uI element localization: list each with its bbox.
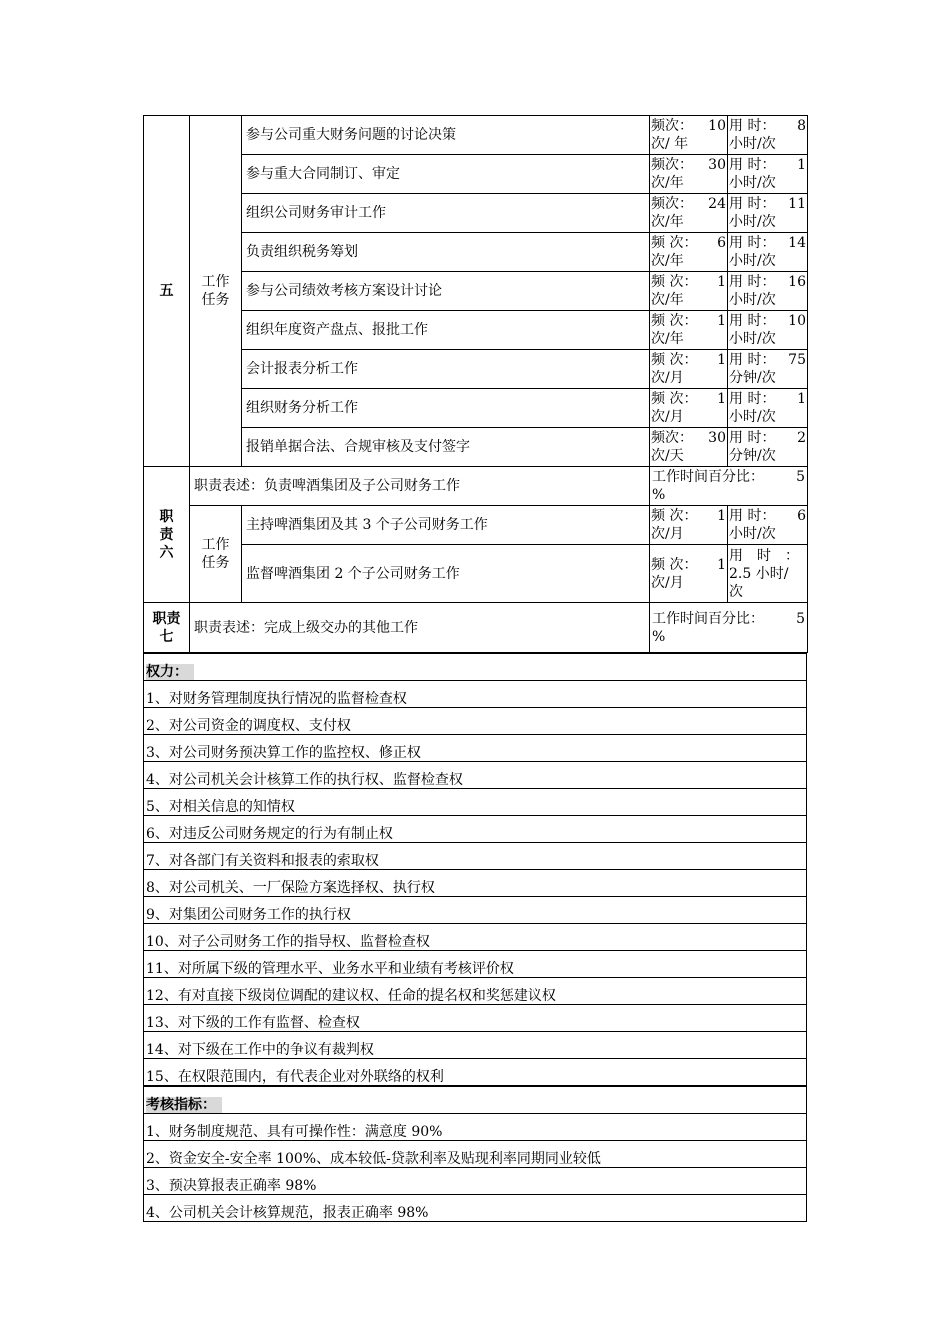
frequency-label: 频 次： <box>651 508 698 524</box>
section-6-label-line-1: 职 <box>159 508 174 525</box>
frequency-label: 频 次： <box>651 556 698 573</box>
duration-label: 用 时： <box>729 430 776 446</box>
task-duration <box>728 350 808 389</box>
duration-unit: 小时/次 <box>729 292 776 308</box>
frequency-value: 1 <box>717 508 726 524</box>
frequency-unit: 次/月 <box>651 574 684 591</box>
task-frequency <box>650 350 728 389</box>
duration-value: 10 <box>788 313 806 329</box>
task-frequency <box>650 545 728 603</box>
frequency-unit: 次/ 年 <box>651 136 689 152</box>
duration-label: 用 时： <box>729 352 776 368</box>
task-row <box>144 389 808 428</box>
frequency-unit: 次/年 <box>651 253 684 269</box>
frequency-unit: 次/天 <box>651 448 684 464</box>
duration-unit: 小时/次 <box>729 526 776 542</box>
frequency-value: 1 <box>717 274 726 290</box>
task-row <box>144 194 808 233</box>
frequency-label: 频次： <box>651 118 693 134</box>
kpi-item: 4、公司机关会计核算规范，报表正确率 98% <box>144 1195 807 1222</box>
section-6-description: 职责表述：负责啤酒集团及子公司财务工作 <box>190 467 650 506</box>
pct-value: 5 <box>796 610 805 627</box>
section-5 <box>144 116 808 467</box>
duration-unit: 小时/次 <box>729 175 776 191</box>
task-text: 参与公司重大财务问题的讨论决策 <box>242 116 650 155</box>
power-item: 5、对相关信息的知情权 <box>144 789 807 816</box>
section-7-label-line-2: 七 <box>159 628 174 645</box>
task-row <box>144 116 808 155</box>
duration-value: 2 <box>797 430 806 446</box>
sub-label-line-1: 工作 <box>201 537 230 553</box>
section-7-description: 职责表述：完成上级交办的其他工作 <box>190 603 650 653</box>
duration-line-3: 次 <box>729 583 743 600</box>
task-row <box>144 311 808 350</box>
duration-label: 用 时： <box>729 118 776 134</box>
duration-unit: 小时/次 <box>729 136 776 152</box>
task-duration <box>728 233 808 272</box>
task-text: 组织公司财务审计工作 <box>242 194 650 233</box>
duration-line-2: 2.5 小时/ <box>729 565 789 582</box>
frequency-label: 频次： <box>651 157 693 173</box>
section-7-label-line-1: 职责 <box>152 610 181 627</box>
duration-value: 8 <box>797 118 806 134</box>
section-6-label-line-2: 责 <box>159 526 174 543</box>
frequency-label: 频 次： <box>651 352 698 368</box>
power-item: 15、在权限范围内，有代表企业对外联络的权利 <box>144 1059 807 1086</box>
duration-unit: 小时/次 <box>729 253 776 269</box>
power-item: 7、对各部门有关资料和报表的索取权 <box>144 843 807 870</box>
frequency-value: 10 <box>708 118 726 134</box>
power-item: 13、对下级的工作有监督、检查权 <box>144 1005 807 1032</box>
sub-label-line-2: 任务 <box>201 292 230 308</box>
task-duration <box>728 194 808 233</box>
frequency-label: 频 次： <box>651 274 698 290</box>
task-frequency <box>650 311 728 350</box>
section-5-label: 五 <box>144 116 190 467</box>
task-row <box>144 233 808 272</box>
frequency-value: 1 <box>717 556 726 573</box>
duration-value: 1 <box>797 157 806 173</box>
task-text: 会计报表分析工作 <box>242 350 650 389</box>
frequency-unit: 次/年 <box>651 292 684 308</box>
task-row <box>144 155 808 194</box>
pct-unit: % <box>652 487 666 503</box>
pct-value: 5 <box>796 469 805 485</box>
task-text: 组织年度资产盘点、报批工作 <box>242 311 650 350</box>
frequency-unit: 次/年 <box>651 331 684 347</box>
task-duration <box>728 428 808 467</box>
task-duration <box>728 272 808 311</box>
duration-value: 75 <box>788 352 806 368</box>
power-item: 1、对财务管理制度执行情况的监督检查权 <box>144 681 807 708</box>
frequency-label: 频 次： <box>651 391 698 407</box>
duration-value: 11 <box>788 196 806 212</box>
duration-unit: 分钟/次 <box>729 370 776 386</box>
power-item: 12、有对直接下级岗位调配的建议权、任命的提名权和奖惩建议权 <box>144 978 807 1005</box>
frequency-value: 24 <box>708 196 726 212</box>
task-text: 监督啤酒集团 2 个子公司财务工作 <box>242 545 650 603</box>
section-6-sub-label <box>190 506 242 603</box>
task-frequency <box>650 272 728 311</box>
kpi-item: 1、财务制度规范、具有可操作性：满意度 90% <box>144 1114 807 1141</box>
task-frequency <box>650 116 728 155</box>
powers-table <box>143 653 807 1086</box>
pct-label: 工作时间百分比： <box>652 610 764 627</box>
task-frequency <box>650 194 728 233</box>
task-duration <box>728 116 808 155</box>
duration-value: 1 <box>797 391 806 407</box>
task-text: 组织财务分析工作 <box>242 389 650 428</box>
duties-table <box>143 115 808 653</box>
task-text: 负责组织税务筹划 <box>242 233 650 272</box>
duration-unit: 分钟/次 <box>729 448 776 464</box>
frequency-label: 频 次： <box>651 313 698 329</box>
frequency-unit: 次/年 <box>651 214 684 230</box>
duration-unit: 小时/次 <box>729 409 776 425</box>
power-item: 3、对公司财务预决算工作的监控权、修正权 <box>144 735 807 762</box>
kpi-header-text: 考核指标： <box>146 1097 222 1113</box>
duration-value: 14 <box>788 235 806 251</box>
pct-unit: % <box>652 628 666 645</box>
frequency-unit: 次/月 <box>651 526 684 542</box>
task-text: 参与重大合同制订、审定 <box>242 155 650 194</box>
sub-label-line-1: 工作 <box>201 274 230 290</box>
frequency-value: 30 <box>708 157 726 173</box>
job-description-page <box>143 115 807 1222</box>
power-item: 2、对公司资金的调度权、支付权 <box>144 708 807 735</box>
section-5-sub-label <box>190 116 242 467</box>
frequency-unit: 次/年 <box>651 175 684 191</box>
kpi-item: 3、预决算报表正确率 98% <box>144 1168 807 1195</box>
power-item: 6、对违反公司财务规定的行为有制止权 <box>144 816 807 843</box>
powers-header-text: 权力： <box>146 664 194 680</box>
pct-label: 工作时间百分比： <box>652 469 764 485</box>
task-frequency <box>650 389 728 428</box>
duration-label: 用 时： <box>729 235 776 251</box>
duration-label: 用 时： <box>729 274 776 290</box>
duration-value: 6 <box>797 508 806 524</box>
duration-label: 用 时： <box>729 508 776 524</box>
section-6-time-percentage <box>650 467 808 506</box>
duration-line-1: 用 时 ： <box>729 547 799 564</box>
task-duration <box>728 389 808 428</box>
power-item: 9、对集团公司财务工作的执行权 <box>144 897 807 924</box>
section-7-time-percentage <box>650 603 808 653</box>
frequency-value: 6 <box>717 235 726 251</box>
section-7 <box>144 603 808 653</box>
power-item: 14、对下级在工作中的争议有裁判权 <box>144 1032 807 1059</box>
power-item: 4、对公司机关会计核算工作的执行权、监督检查权 <box>144 762 807 789</box>
powers-header <box>144 654 807 681</box>
frequency-value: 30 <box>708 430 726 446</box>
section-6 <box>144 467 808 603</box>
duration-label: 用 时： <box>729 196 776 212</box>
power-item: 10、对子公司财务工作的指导权、监督检查权 <box>144 924 807 951</box>
section-7-label <box>144 603 190 653</box>
task-frequency <box>650 506 728 545</box>
sub-label-line-2: 任务 <box>201 555 230 571</box>
frequency-unit: 次/月 <box>651 370 684 386</box>
task-row <box>144 350 808 389</box>
power-item: 11、对所属下级的管理水平、业务水平和业绩有考核评价权 <box>144 951 807 978</box>
task-duration <box>728 506 808 545</box>
frequency-unit: 次/月 <box>651 409 684 425</box>
duration-unit: 小时/次 <box>729 331 776 347</box>
task-row <box>144 272 808 311</box>
task-row <box>144 428 808 467</box>
frequency-label: 频 次： <box>651 235 698 251</box>
section-6-label <box>144 467 190 603</box>
duration-label: 用 时： <box>729 391 776 407</box>
task-duration <box>728 311 808 350</box>
task-frequency <box>650 155 728 194</box>
task-frequency <box>650 233 728 272</box>
task-frequency <box>650 428 728 467</box>
kpi-header <box>144 1087 807 1114</box>
duration-unit: 小时/次 <box>729 214 776 230</box>
frequency-value: 1 <box>717 313 726 329</box>
kpi-item: 2、资金安全-安全率 100%、成本较低-贷款利率及贴现利率同期同业较低 <box>144 1141 807 1168</box>
section-6-label-line-3: 六 <box>159 544 174 561</box>
frequency-label: 频次： <box>651 196 693 212</box>
kpi-table <box>143 1086 807 1222</box>
duration-label: 用 时： <box>729 313 776 329</box>
frequency-value: 1 <box>717 391 726 407</box>
frequency-value: 1 <box>717 352 726 368</box>
task-duration <box>728 545 808 603</box>
task-duration <box>728 155 808 194</box>
frequency-label: 频次： <box>651 430 693 446</box>
duration-value: 16 <box>788 274 806 290</box>
task-text: 报销单据合法、合规审核及支付签字 <box>242 428 650 467</box>
task-text: 主持啤酒集团及其 3 个子公司财务工作 <box>242 506 650 545</box>
duration-label: 用 时： <box>729 157 776 173</box>
task-text: 参与公司绩效考核方案设计讨论 <box>242 272 650 311</box>
power-item: 8、对公司机关、一厂保险方案选择权、执行权 <box>144 870 807 897</box>
